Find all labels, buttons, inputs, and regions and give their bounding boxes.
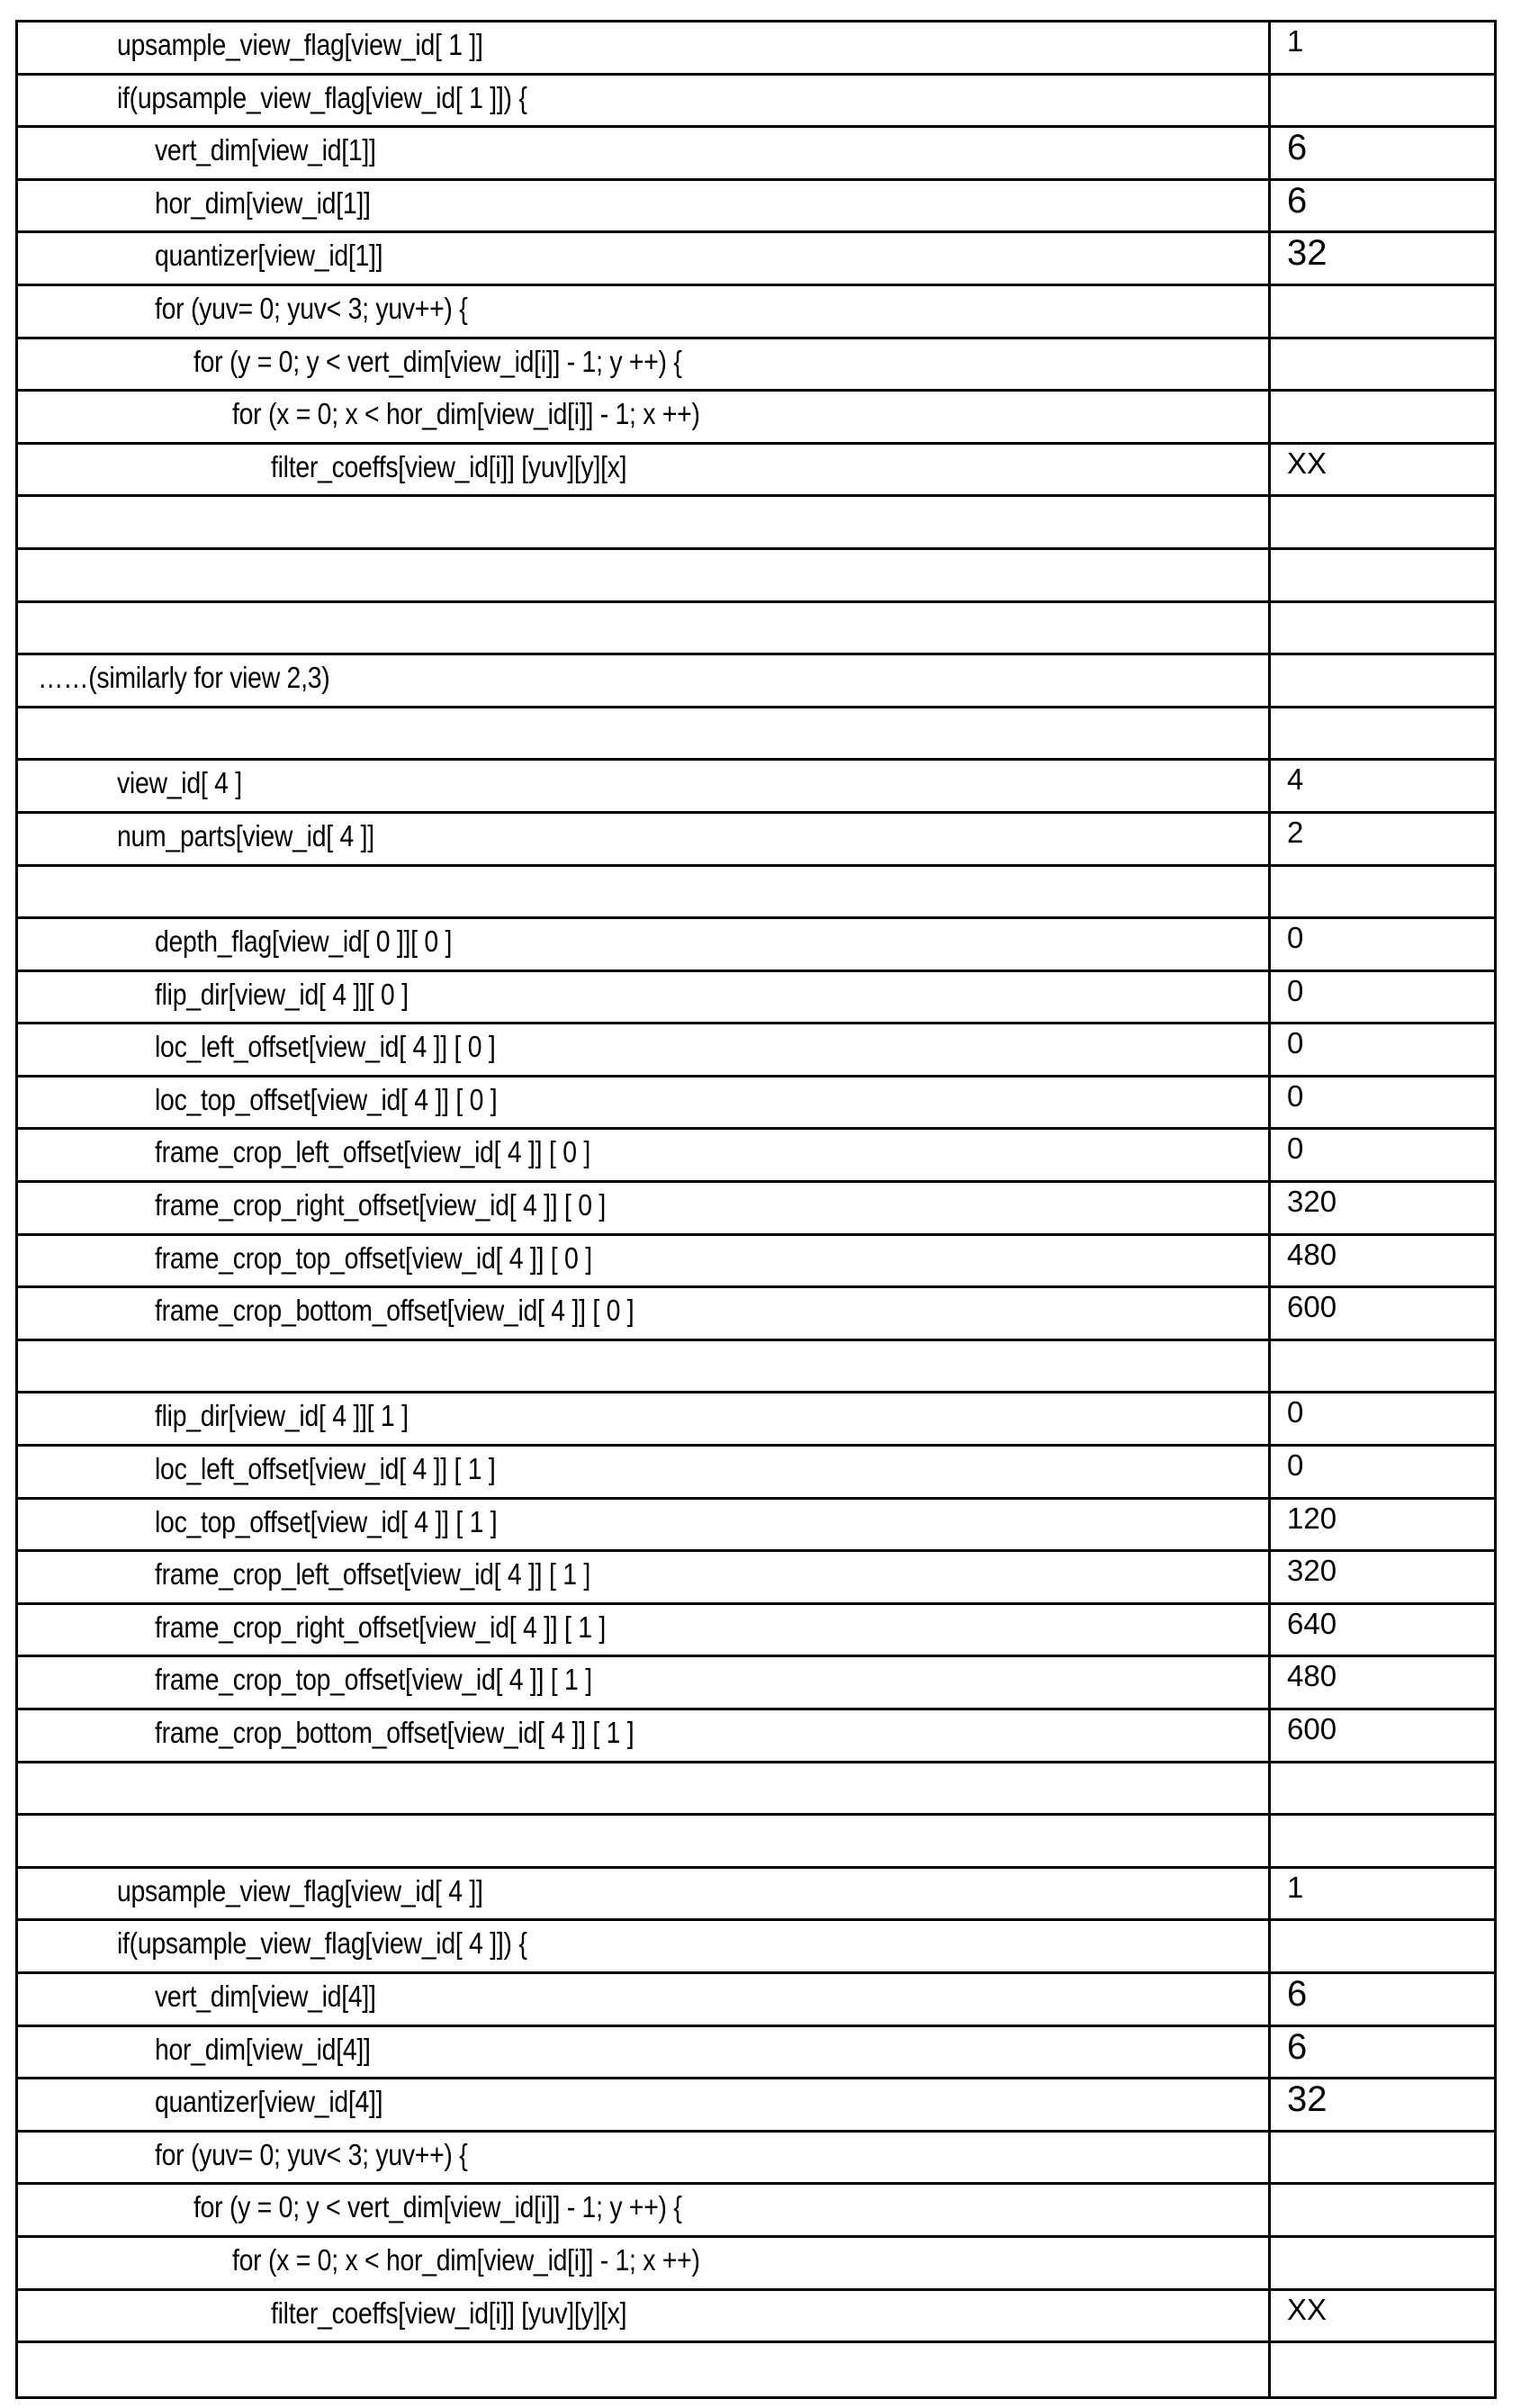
syntax-text: upsample_view_flag[view_id[ 4 ]] [117, 1873, 483, 1907]
value-cell [1271, 867, 1494, 917]
syntax-text: num_parts[view_id[ 4 ]] [117, 818, 374, 852]
value-text: 0 [1287, 1132, 1304, 1166]
value-cell [1271, 1183, 1494, 1233]
table-row [18, 603, 1494, 656]
value-text: 0 [1287, 973, 1304, 1007]
value-text: 1 [1287, 24, 1304, 58]
syntax-cell [18, 1657, 1271, 1708]
syntax-cell [18, 445, 1271, 495]
table-row [18, 1130, 1494, 1183]
syntax-text: frame_crop_bottom_offset[view_id[ 4 ]] [ 1 ] [155, 1716, 634, 1749]
syntax-text: loc_top_offset[view_id[ 4 ]] [ 1 ] [155, 1504, 498, 1538]
syntax-text: hor_dim[view_id[1]] [155, 185, 371, 220]
value-text: 320 [1287, 1554, 1337, 1588]
table-row [18, 339, 1494, 392]
table-row [18, 1605, 1494, 1658]
value-text: 600 [1287, 1712, 1337, 1745]
syntax-cell [18, 550, 1271, 600]
syntax-cell [18, 128, 1271, 178]
table-row [18, 497, 1494, 550]
table-row [18, 919, 1494, 972]
syntax-cell [18, 497, 1271, 547]
table-row [18, 2079, 1494, 2133]
value-cell [1271, 919, 1494, 970]
value-text: 600 [1287, 1290, 1337, 1324]
syntax-cell [18, 339, 1271, 390]
value-cell [1271, 181, 1494, 231]
syntax-text: frame_crop_right_offset[view_id[ 4 ]] [ 1 ] [155, 1610, 607, 1644]
syntax-text: for (y = 0; y < vert_dim[view_id[i]] - 1; y ++) { [194, 2190, 682, 2224]
value-cell [1271, 2185, 1494, 2235]
value-text: 6 [1287, 128, 1308, 168]
syntax-cell [18, 1447, 1271, 1497]
value-cell [1271, 1710, 1494, 1761]
syntax-cell [18, 392, 1271, 442]
value-cell [1271, 23, 1494, 73]
table-row [18, 1236, 1494, 1289]
value-cell [1271, 1288, 1494, 1339]
syntax-cell [18, 919, 1271, 970]
syntax-text: frame_crop_top_offset[view_id[ 4 ]] [ 0 ] [155, 1240, 592, 1275]
syntax-cell [18, 1183, 1271, 1233]
syntax-text: for (x = 0; x < hor_dim[view_id[i]] - 1; x ++) [232, 397, 700, 431]
value-cell [1271, 1921, 1494, 1971]
table-row [18, 181, 1494, 234]
value-text: 32 [1287, 2079, 1328, 2120]
syntax-text: filter_coeffs[view_id[i]] [yuv][y][x] [271, 2295, 627, 2330]
syntax-cell [18, 1130, 1271, 1180]
table-row [18, 2185, 1494, 2238]
syntax-text: frame_crop_top_offset[view_id[ 4 ]] [ 1 ] [155, 1663, 592, 1697]
value-text: 6 [1287, 1973, 1308, 2014]
value-cell [1271, 2133, 1494, 2183]
value-text: 0 [1287, 1395, 1304, 1429]
syntax-cell [18, 2185, 1271, 2235]
table-row [18, 2238, 1494, 2291]
syntax-text: view_id[ 4 ] [117, 766, 242, 800]
value-text: 2 [1287, 815, 1304, 849]
table-row [18, 392, 1494, 445]
value-cell [1271, 497, 1494, 547]
table-row [18, 1816, 1494, 1869]
table-row [18, 1024, 1494, 1078]
syntax-cell [18, 1024, 1271, 1075]
value-text: 640 [1287, 1606, 1337, 1640]
value-cell [1271, 392, 1494, 442]
value-cell [1271, 1816, 1494, 1866]
value-cell [1271, 2343, 1494, 2396]
value-text: 4 [1287, 762, 1304, 797]
value-text: 480 [1287, 1237, 1337, 1271]
syntax-cell [18, 1974, 1271, 2025]
value-cell [1271, 1447, 1494, 1497]
syntax-text: loc_left_offset[view_id[ 4 ]] [ 0 ] [155, 1030, 496, 1064]
syntax-cell [18, 286, 1271, 337]
syntax-cell [18, 1869, 1271, 1919]
table-row [18, 1078, 1494, 1131]
syntax-cell [18, 2238, 1271, 2288]
value-cell [1271, 761, 1494, 811]
syntax-cell [18, 2343, 1271, 2396]
value-text: XX [1287, 446, 1328, 480]
table-row [18, 1341, 1494, 1394]
syntax-text: for (yuv= 0; yuv< 3; yuv++) { [155, 2137, 468, 2171]
value-cell [1271, 1393, 1494, 1444]
syntax-cell [18, 76, 1271, 126]
syntax-cell [18, 233, 1271, 284]
table-row [18, 761, 1494, 814]
syntax-cell [18, 1710, 1271, 1761]
syntax-text: loc_top_offset[view_id[ 4 ]] [ 0 ] [155, 1082, 498, 1116]
value-text: 32 [1287, 233, 1328, 274]
syntax-text: flip_dir[view_id[ 4 ]][ 1 ] [155, 1399, 409, 1433]
table-row [18, 1447, 1494, 1500]
value-cell [1271, 1605, 1494, 1655]
value-cell [1271, 1974, 1494, 2025]
value-cell [1271, 1657, 1494, 1708]
syntax-text: for (yuv= 0; yuv< 3; yuv++) { [155, 291, 468, 325]
syntax-text: frame_crop_left_offset[view_id[ 4 ]] [ 1 ] [155, 1557, 590, 1592]
table-row [18, 233, 1494, 286]
syntax-cell [18, 1393, 1271, 1444]
syntax-cell [18, 2133, 1271, 2183]
syntax-cell [18, 708, 1271, 759]
table-row [18, 2027, 1494, 2080]
table-row [18, 1710, 1494, 1763]
table-row [18, 1183, 1494, 1236]
table-row [18, 708, 1494, 762]
table-row [18, 1657, 1494, 1710]
table-row [18, 550, 1494, 603]
table-row [18, 1763, 1494, 1817]
value-text: 480 [1287, 1659, 1337, 1693]
value-cell [1271, 1236, 1494, 1286]
table-row [18, 23, 1494, 76]
value-cell [1271, 286, 1494, 337]
syntax-cell [18, 1236, 1271, 1286]
value-cell [1271, 1763, 1494, 1814]
value-cell [1271, 2238, 1494, 2288]
table-row [18, 1393, 1494, 1447]
syntax-cell [18, 1921, 1271, 1971]
syntax-cell [18, 972, 1271, 1023]
syntax-table [15, 20, 1497, 2399]
value-cell [1271, 550, 1494, 600]
value-cell [1271, 2027, 1494, 2078]
syntax-text: hor_dim[view_id[4]] [155, 2032, 371, 2066]
value-cell [1271, 1078, 1494, 1128]
syntax-cell [18, 1288, 1271, 1339]
syntax-cell [18, 23, 1271, 73]
syntax-text: depth_flag[view_id[ 0 ]][ 0 ] [155, 924, 453, 959]
syntax-cell [18, 181, 1271, 231]
syntax-text: for (x = 0; x < hor_dim[view_id[i]] - 1; x ++) [232, 2242, 700, 2277]
table-row [18, 1974, 1494, 2027]
value-cell [1271, 972, 1494, 1023]
syntax-cell [18, 1341, 1271, 1392]
table-row [18, 1288, 1494, 1341]
syntax-cell [18, 867, 1271, 917]
syntax-text: flip_dir[view_id[ 4 ]][ 0 ] [155, 977, 409, 1011]
syntax-cell [18, 1500, 1271, 1550]
table-row [18, 2291, 1494, 2344]
value-cell [1271, 128, 1494, 178]
value-text: 320 [1287, 1185, 1337, 1219]
syntax-cell [18, 603, 1271, 654]
value-cell [1271, 603, 1494, 654]
value-cell [1271, 233, 1494, 284]
value-cell [1271, 2079, 1494, 2130]
table-row [18, 2133, 1494, 2186]
table-row [18, 76, 1494, 129]
syntax-cell [18, 1078, 1271, 1128]
syntax-cell [18, 2027, 1271, 2078]
value-text: 1 [1287, 1870, 1304, 1904]
syntax-text: if(upsample_view_flag[view_id[ 4 ]]) { [117, 1926, 527, 1961]
syntax-cell [18, 814, 1271, 864]
syntax-text: upsample_view_flag[view_id[ 1 ]] [117, 28, 483, 61]
syntax-text: quantizer[view_id[4]] [155, 2085, 383, 2119]
syntax-text: quantizer[view_id[1]] [155, 239, 383, 273]
table-row [18, 2343, 1494, 2396]
syntax-text: filter_coeffs[view_id[i]] [yuv][y][x] [271, 449, 627, 483]
value-text: 0 [1287, 1026, 1304, 1060]
value-cell [1271, 445, 1494, 495]
syntax-text: loc_left_offset[view_id[ 4 ]] [ 1 ] [155, 1452, 496, 1486]
value-text: 0 [1287, 1448, 1304, 1483]
value-cell [1271, 76, 1494, 126]
table-row [18, 286, 1494, 339]
value-cell [1271, 1130, 1494, 1180]
value-cell [1271, 1341, 1494, 1392]
value-cell [1271, 655, 1494, 706]
value-text: 6 [1287, 2026, 1308, 2067]
value-text: 0 [1287, 1078, 1304, 1113]
table-row [18, 1869, 1494, 1922]
syntax-text: ……(similarly for view 2,3) [38, 661, 330, 695]
table-row [18, 128, 1494, 181]
value-cell [1271, 1500, 1494, 1550]
value-cell [1271, 339, 1494, 390]
value-text: 0 [1287, 921, 1304, 955]
value-cell [1271, 814, 1494, 864]
syntax-text: if(upsample_view_flag[view_id[ 1 ]]) { [117, 80, 527, 114]
syntax-cell [18, 761, 1271, 811]
syntax-cell [18, 1552, 1271, 1602]
table-row [18, 445, 1494, 498]
syntax-text: frame_crop_right_offset[view_id[ 4 ]] [ 0 ] [155, 1188, 607, 1222]
syntax-cell [18, 1605, 1271, 1655]
table-row [18, 1921, 1494, 1974]
table-row [18, 1552, 1494, 1605]
value-text: 120 [1287, 1501, 1337, 1535]
value-cell [1271, 2291, 1494, 2341]
value-text: 6 [1287, 180, 1308, 221]
value-text: XX [1287, 2292, 1328, 2326]
value-cell [1271, 1552, 1494, 1602]
syntax-text: vert_dim[view_id[1]] [155, 133, 376, 167]
syntax-cell [18, 2291, 1271, 2341]
syntax-cell [18, 1816, 1271, 1866]
table-row [18, 814, 1494, 867]
syntax-cell [18, 1763, 1271, 1814]
value-cell [1271, 1024, 1494, 1075]
table-row [18, 867, 1494, 920]
table-row [18, 655, 1494, 708]
syntax-cell [18, 2079, 1271, 2130]
syntax-text: frame_crop_left_offset[view_id[ 4 ]] [ 0 ] [155, 1135, 590, 1169]
value-cell [1271, 708, 1494, 759]
syntax-text: for (y = 0; y < vert_dim[view_id[i]] - 1; y ++) { [194, 344, 682, 378]
syntax-text: vert_dim[view_id[4]] [155, 1979, 376, 2013]
table-row [18, 1500, 1494, 1553]
syntax-text: frame_crop_bottom_offset[view_id[ 4 ]] [ 0 ] [155, 1294, 634, 1328]
syntax-cell [18, 655, 1271, 706]
table-row [18, 972, 1494, 1025]
value-cell [1271, 1869, 1494, 1919]
